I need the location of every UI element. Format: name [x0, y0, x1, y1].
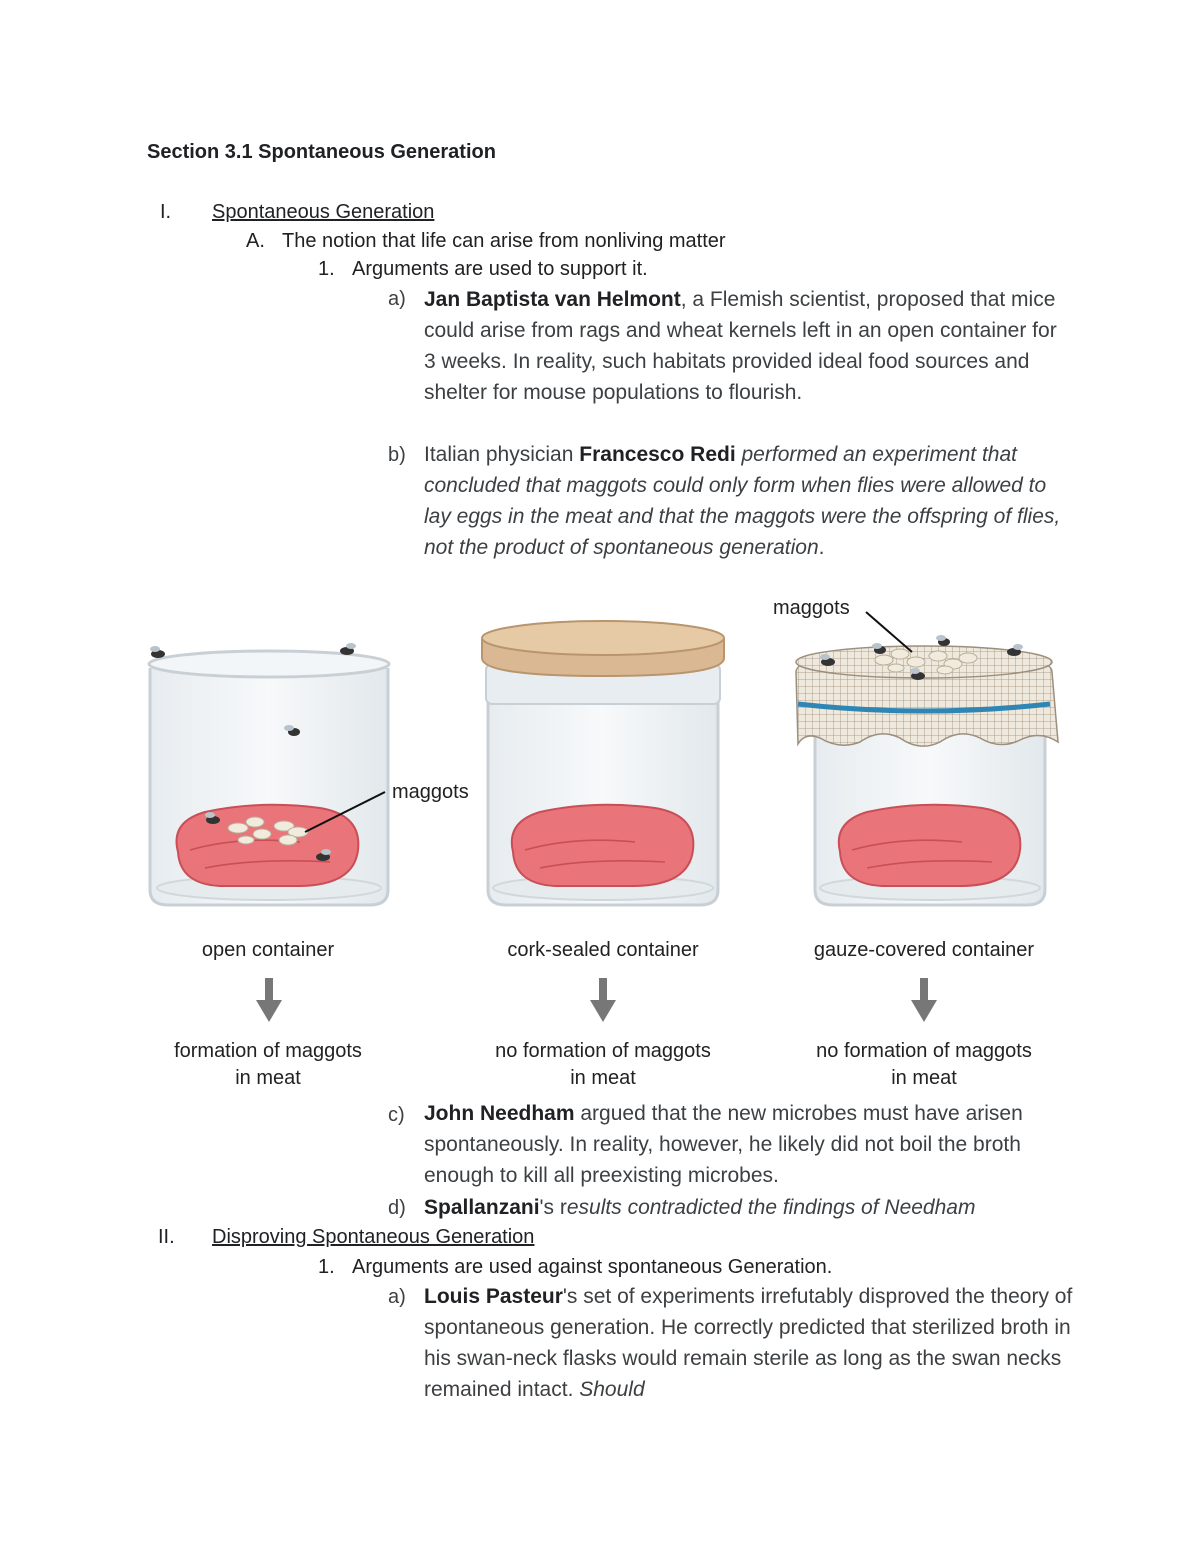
item-2a-name: Louis Pasteur: [424, 1285, 563, 1308]
item-2a-paragraph: [424, 1281, 1074, 1405]
caption-cork-sealed-container: cork-sealed container: [507, 939, 699, 961]
result-cork-line1: no formation of maggots: [495, 1040, 711, 1062]
result-gauze-line1: no formation of maggots: [816, 1040, 1032, 1062]
maggots-label-right: maggots: [773, 597, 850, 619]
meat-gauze: [839, 805, 1021, 886]
item-d-marker: d): [388, 1197, 406, 1219]
item-a-marker: a): [388, 288, 406, 310]
item-2a-italic: Should: [579, 1378, 645, 1401]
item-c-paragraph: [424, 1098, 1074, 1191]
item-c-text: argued that the new microbes must have arisen spontaneously. In reality, however, he likely did not boil the broth enough to kill all preexisting microbes.: [424, 1102, 1023, 1187]
section-2-num-text: Arguments are used against spontaneous Generation.: [352, 1256, 833, 1278]
page-title: Section 3.1 Spontaneous Generation: [147, 141, 496, 163]
item-a-text: , a Flemish scientist, proposed that mice could arise from rags and wheat kernels left in an open container for 3 weeks. In reality, such habitats provided ideal food sources and shelter for mouse populations to flourish.: [424, 288, 1057, 404]
result-cork-line2: in meat: [570, 1067, 636, 1089]
result-open-line1: formation of maggots: [174, 1040, 362, 1062]
down-arrow-icon: [590, 978, 616, 1022]
item-b-paragraph: [424, 439, 1074, 563]
result-gauze-line2: in meat: [891, 1067, 957, 1089]
cork-sealed-container-jar: [482, 621, 724, 905]
section-1-heading: Spontaneous Generation: [212, 201, 435, 223]
item-2a-marker: a): [388, 1286, 406, 1308]
item-c-marker: c): [388, 1104, 405, 1126]
item-a-paragraph: [424, 284, 1074, 408]
item-b-name: Francesco Redi: [579, 443, 736, 466]
item-b-pre: Italian physician: [424, 443, 580, 466]
item-d-name: Spallanzani: [424, 1196, 540, 1219]
item-d-italic: esults contradicted the findings of Needham: [566, 1196, 976, 1219]
result-gauze-covered: [784, 1038, 1064, 1092]
gauze-cover: [796, 646, 1058, 746]
result-cork-sealed: [463, 1038, 743, 1092]
maggots-label-left: maggots: [392, 781, 469, 803]
item-d-paragraph: [424, 1192, 1074, 1223]
item-b-italic: performed an experiment that concluded that maggots could only form when flies were allowed to lay eggs in the meat and that the maggots were the offspring of flies, not the product of spontaneous generation: [424, 443, 1061, 559]
section-1-num-marker: 1.: [318, 258, 335, 280]
section-1-sub-marker: A.: [246, 230, 265, 252]
gauze-covered-container-jar: [773, 597, 1058, 905]
section-1-marker: I.: [160, 201, 172, 223]
item-a-name: Jan Baptista van Helmont: [424, 288, 681, 311]
section-2-num-marker: 1.: [318, 1256, 335, 1278]
result-open-line2: in meat: [235, 1067, 301, 1089]
caption-gauze-covered-container: gauze-covered container: [813, 939, 1035, 961]
meat-open: [177, 805, 359, 886]
item-c-name: John Needham: [424, 1102, 575, 1125]
section-1-sub-text: The notion that life can arise from nonliving matter: [282, 230, 726, 252]
open-container-jar: [149, 643, 469, 905]
section-1-num-text: Arguments are used to support it.: [352, 258, 648, 280]
item-b-marker: b): [388, 444, 406, 466]
down-arrow-icon: [911, 978, 937, 1022]
section-2-marker: II.: [158, 1226, 175, 1248]
result-open-container: [128, 1038, 408, 1092]
item-d-post: 's r: [539, 1196, 567, 1219]
caption-open-container: open container: [201, 939, 335, 961]
item-b-post: .: [818, 536, 825, 559]
item-2a-text: 's set of experiments irrefutably disproved the theory of spontaneous generation. He correctly predicted that sterilized broth in his swan-neck flasks would remain sterile as long as the swan necks remained intact.: [424, 1285, 1073, 1401]
down-arrows: [0, 975, 1200, 1025]
down-arrow-icon: [256, 978, 282, 1022]
meat-cork: [512, 805, 694, 886]
section-2-heading: Disproving Spontaneous Generation: [212, 1226, 535, 1248]
cork-stopper: [482, 621, 724, 676]
redi-experiment-figure: [0, 590, 1200, 950]
